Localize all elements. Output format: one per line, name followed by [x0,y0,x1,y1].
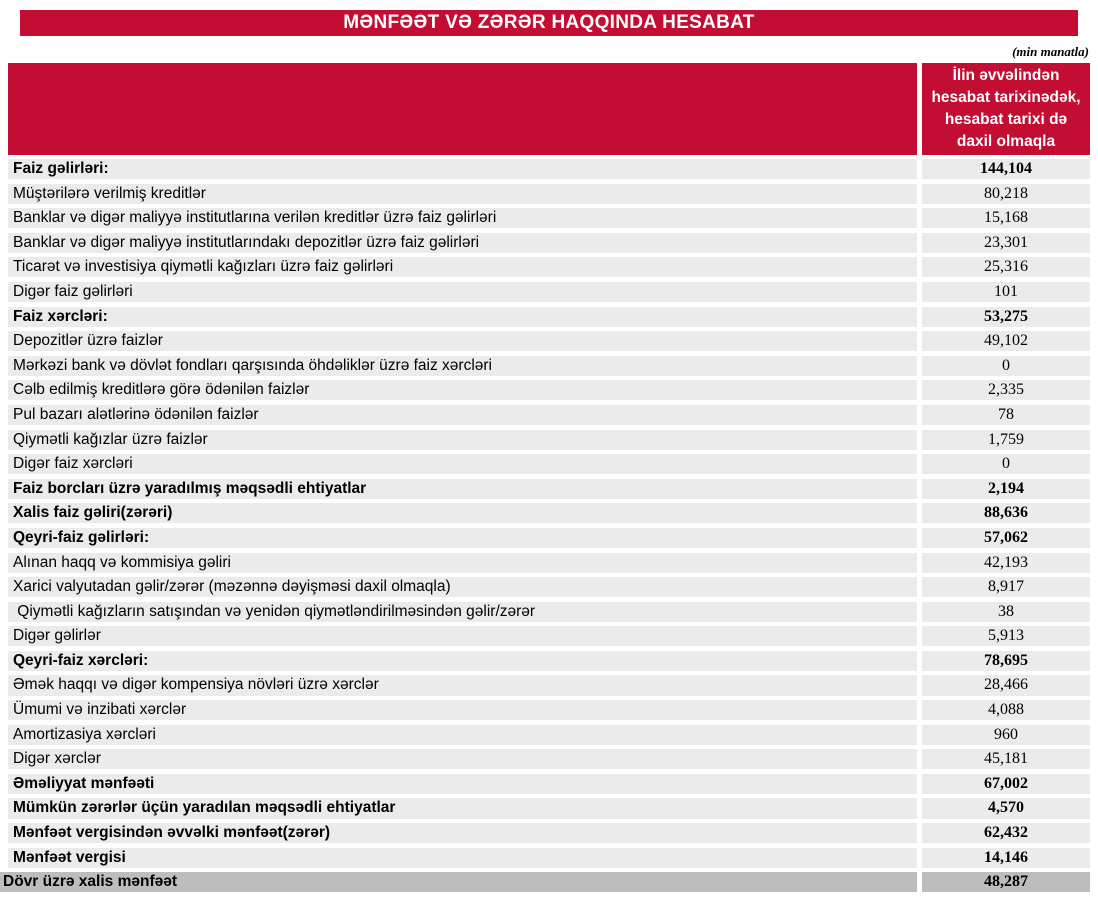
table-row [8,331,1090,351]
table-row [8,356,1090,376]
units-note: (min manatla) [1012,44,1089,59]
report-title-bar [20,10,1078,36]
table-row [8,233,1090,253]
row-value: 49,102 [922,331,1090,351]
row-value: 48,287 [922,872,1090,892]
row-value: 5,913 [922,626,1090,646]
row-label: Digər faiz xərcləri [8,454,917,474]
row-value: 960 [922,725,1090,745]
table-row [8,577,1090,597]
table-row [8,602,1090,622]
row-value: 144,104 [922,159,1090,179]
row-value: 0 [922,454,1090,474]
row-label: Cəlb edilmiş kreditlərə görə ödənilən faizlər [8,380,917,400]
row-value: 1,759 [922,430,1090,450]
row-value: 42,193 [922,553,1090,573]
row-label: Faiz gəlirləri: [8,159,917,179]
row-label: Mərkəzi bank və dövlət fondları qarşısında öhdəliklər üzrə faiz xərcləri [8,356,917,376]
row-value: 62,432 [922,823,1090,843]
table-row [8,798,1090,818]
row-value: 67,002 [922,774,1090,794]
table-row [8,700,1090,720]
row-value: 57,062 [922,528,1090,548]
row-label: Mənfəət vergisi [8,848,917,868]
table-row [8,774,1090,794]
table-body [3,159,1090,897]
row-label: Ümumi və inzibati xərclər [8,700,917,720]
table-row [8,307,1090,327]
row-value: 4,088 [922,700,1090,720]
header-empty-cell [8,63,917,155]
row-value: 53,275 [922,307,1090,327]
value-column-header [922,63,1090,155]
table-row [8,405,1090,425]
table-row [8,675,1090,695]
row-label: Faiz borcları üzrə yaradılmış məqsədli ehtiyatlar [8,479,917,499]
row-value: 78,695 [922,651,1090,671]
row-label: Qiymətli kağızlar üzrə faizlər [8,430,917,450]
table-row [8,626,1090,646]
row-label: Amortizasiya xərcləri [8,725,917,745]
row-value: 88,636 [922,503,1090,523]
row-value: 8,917 [922,577,1090,597]
row-value: 14,146 [922,848,1090,868]
row-label: Qeyri-faiz xərcləri: [8,651,917,671]
row-label: Qiymətli kağızların satışından və yenidən qiymətləndirilməsindən gəlir/zərər [8,602,917,622]
row-label: Depozitlər üzrə faizlər [8,331,917,351]
table-row [8,528,1090,548]
row-value: 28,466 [922,675,1090,695]
row-label: Faiz xərcləri: [8,307,917,327]
table-row [8,454,1090,474]
row-value: 78 [922,405,1090,425]
row-value: 15,168 [922,208,1090,228]
row-label: Əməliyyat mənfəəti [8,774,917,794]
table-row [0,872,1090,892]
table-row [8,503,1090,523]
table-row [8,282,1090,302]
row-label: Ticarət və investisiya qiymətli kağızları üzrə faiz gəlirləri [8,257,917,277]
row-label: Qeyri-faiz gəlirləri: [8,528,917,548]
row-value: 38 [922,602,1090,622]
value-column-header-text: İlin əvvəlindən hesabat tarixinədək, hesabat tarixi də daxil olmaqla [931,67,1081,150]
row-value: 25,316 [922,257,1090,277]
row-label: Digər faiz gəlirləri [8,282,917,302]
table-row [8,749,1090,769]
table-header-row [8,63,1090,155]
table-row [8,380,1090,400]
table-row [8,159,1090,179]
row-label: Alınan haqq və kommisiya gəliri [8,553,917,573]
table-row [8,725,1090,745]
table-row [8,184,1090,204]
table-row [8,479,1090,499]
table-row [8,848,1090,868]
row-value: 45,181 [922,749,1090,769]
row-label: Mümkün zərərlər üçün yaradılan məqsədli ehtiyatlar [8,798,917,818]
row-value: 2,335 [922,380,1090,400]
row-value: 80,218 [922,184,1090,204]
row-label: Dövr üzrə xalis mənfəət [0,872,917,892]
table-row [8,823,1090,843]
row-label: Banklar və digər maliyyə institutlarına verilən kreditlər üzrə faiz gəlirləri [8,208,917,228]
row-label: Digər xərclər [8,749,917,769]
row-value: 0 [922,356,1090,376]
row-label: Xalis faiz gəliri(zərəri) [8,503,917,523]
table-row [8,208,1090,228]
row-label: Müştərilərə verilmiş kreditlər [8,184,917,204]
row-value: 23,301 [922,233,1090,253]
row-label: Digər gəlirlər [8,626,917,646]
row-label: Banklar və digər maliyyə institutlarındakı depozitlər üzrə faiz gəlirləri [8,233,917,253]
row-label: Xarici valyutadan gəlir/zərər (məzənnə dəyişməsi daxil olmaqla) [8,577,917,597]
table-row [8,651,1090,671]
row-label: Əmək haqqı və digər kompensiya növləri üzrə xərclər [8,675,917,695]
table-row [8,257,1090,277]
table-row [8,430,1090,450]
row-label: Mənfəət vergisindən əvvəlki mənfəət(zərər) [8,823,917,843]
table-row [8,553,1090,573]
row-label: Pul bazarı alətlərinə ödənilən faizlər [8,405,917,425]
row-value: 4,570 [922,798,1090,818]
report-title: MƏNFƏƏT VƏ ZƏRƏR HAQQINDA HESABAT [343,12,755,33]
row-value: 101 [922,282,1090,302]
row-value: 2,194 [922,479,1090,499]
